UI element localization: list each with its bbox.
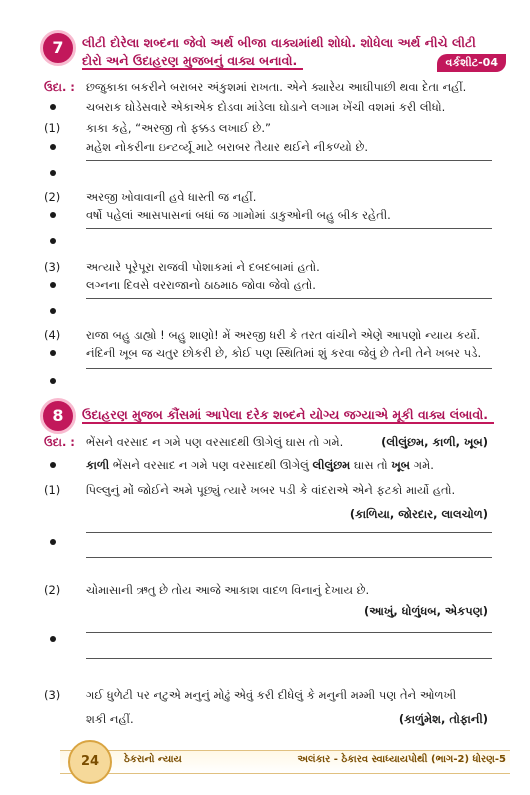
example-hint: (લીલુંછમ, કાળી, ખૂબ) <box>381 435 488 449</box>
item-number: (4) <box>44 328 61 342</box>
answer-line[interactable] <box>86 632 492 633</box>
item-text: કાકા કહે, “અરજી તો ફક્કડ લખાઈ છે.” <box>86 121 271 135</box>
footer-book-title: અલંકાર - ઠેકારવ સ્વાધ્યાયપોથી (ભાગ-2) ધોરણ-5 <box>297 754 506 765</box>
question-number-8: 8 <box>40 398 76 434</box>
answer-line[interactable] <box>86 298 492 299</box>
bullet-icon <box>50 636 56 642</box>
bullet-icon <box>50 539 56 545</box>
question-number-7: 7 <box>40 30 76 66</box>
item-text: રાજા બહુ ડાહ્યો ! બહુ શાણો! મેં અરજી ધરી કે તરત વાંચીને એણે આપણો ન્યાય કર્યો. <box>86 328 481 342</box>
item-text: ગઈ ધુળેટી પર નટુએ મનુનું મોઢું એવું કરી દીધેલું કે મનુની મમ્મી પણ તેને ઓળખી <box>86 688 457 702</box>
item-number: (1) <box>44 121 61 135</box>
item-text: અત્યારે પૂરેપૂરા રાજવી પોશાકમાં ને દબદબામાં હતો. <box>86 260 320 274</box>
bullet-icon <box>50 170 56 176</box>
item-text: પિલ્લુનું મોં જોઈને અમે પૂછ્યું ત્યારે ખબર પડી કે વાંદરાએ એને ફટકો માર્યો હતો. <box>86 483 456 497</box>
answer-line[interactable] <box>86 160 492 161</box>
item-text-continued: શકી નહીં. <box>86 712 134 726</box>
item-sub-text: વર્ષો પહેલાં આસપાસનાં બધાં જ ગામોમાં ડાકુઓની બહુ બીક રહેતી. <box>86 208 391 222</box>
example-answer: ચબરાક ઘોડેસવારે એકાએક દોડવા માંડેલા ઘોડાને લગામ ખેંચી વશમાં કરી લીધો. <box>86 100 446 114</box>
bullet-icon <box>50 144 56 150</box>
answer-word-1: કાળી <box>86 458 110 472</box>
example-answer <box>86 458 434 472</box>
item-number: (2) <box>44 190 61 204</box>
answer-line[interactable] <box>86 368 492 369</box>
item-text: ચોમાસાની ઋતુ છે તોય આજે આકાશ વાદળ વિનાનું દેખાય છે. <box>86 583 370 597</box>
answer-text-part: ગમે. <box>410 458 434 472</box>
item-sub-text: લગ્નના દિવસે વરરાજાનો ઠાઠમાઠ જોવા જેવો હતો. <box>86 278 316 292</box>
item-number: (3) <box>44 688 61 702</box>
question-7-heading <box>40 26 500 66</box>
question-7-line-2 <box>82 52 303 69</box>
bullet-icon <box>50 308 56 314</box>
item-number: (1) <box>44 483 61 497</box>
item-number: (3) <box>44 260 61 274</box>
question-8-heading <box>40 398 500 432</box>
answer-text-part: ભેંસને વરસાદ ન ગમે પણ વરસાદથી ઊગેલું <box>109 458 313 472</box>
worksheet-badge: વર્કશીટ-04 <box>437 54 506 72</box>
bullet-icon <box>50 378 56 384</box>
bullet-icon <box>50 462 56 468</box>
item-hint: (કાળુંમેશ, તોફાની) <box>398 712 488 726</box>
bullet-icon <box>50 104 56 110</box>
item-sub-text: મહેશ નોકરીના ઇન્ટર્વ્યૂ માટે બરાબર તૈયાર થઈને નીકળ્યો છે. <box>86 140 368 154</box>
example-label: ઉદા. : <box>44 80 75 94</box>
answer-line[interactable] <box>86 532 492 533</box>
bullet-icon <box>50 282 56 288</box>
example-text: ભેંસને વરસાદ ન ગમે પણ વરસાદથી ઊગેલું ઘાસ તો ગમે. <box>86 435 344 449</box>
question-8-title-text: ઉદાહરણ મુજબ કૌંસમાં આપેલા દરેક શબ્દને યોગ્ય જગ્યાએ મૂકી વાક્ય લંબાવો. <box>82 407 494 424</box>
bullet-icon <box>50 238 56 244</box>
bullet-icon <box>50 212 56 218</box>
example-text: છજુકાકા બકરીને બરાબર અંકુશમાં રાખતા. એને ક્યારેય આઘીપાછી થવા દેતા નહીં. <box>86 80 467 94</box>
answer-line[interactable] <box>86 658 492 659</box>
example-label: ઉદા. : <box>44 435 75 449</box>
question-8-title <box>82 406 494 423</box>
question-7-line-2-text: દોરો અને ઉદાહરણ મુજબનું વાક્ય બનાવો. <box>82 53 303 70</box>
page-footer <box>0 740 530 795</box>
answer-text-part: ઘાસ તો <box>350 458 392 472</box>
item-text: અરજી ખોવાવાની હવે ધાસ્તી જ નહીં. <box>86 190 257 204</box>
item-number: (2) <box>44 583 61 597</box>
item-hint: (કાળિયા, જોરદાર, લાલચોળ) <box>349 507 488 521</box>
footer-chapter-title: ઠેકરાનો ન્યાય <box>124 754 182 765</box>
page-number: 24 <box>68 740 112 784</box>
question-7-line-1: લીટી દોરેલા શબ્દના જેવો અર્થ બીજા વાક્યમાંથી શોધો. શોધેલા અર્થ નીચે લીટી <box>82 35 476 50</box>
item-sub-text: નંદિની ખૂબ જ ચતુર છોકરી છે, કોઈ પણ સ્થિતિમાં શું કરવા જેવું છે તેની તેને ખબર પડે. <box>86 346 482 360</box>
answer-word-3: ખૂબ <box>391 458 411 472</box>
bullet-icon <box>50 350 56 356</box>
answer-line[interactable] <box>86 557 492 558</box>
answer-word-2: લીલુંછમ <box>312 458 351 472</box>
answer-line[interactable] <box>86 228 492 229</box>
item-hint: (આખું, ધોળુંધબ, એકપણ) <box>364 604 488 618</box>
